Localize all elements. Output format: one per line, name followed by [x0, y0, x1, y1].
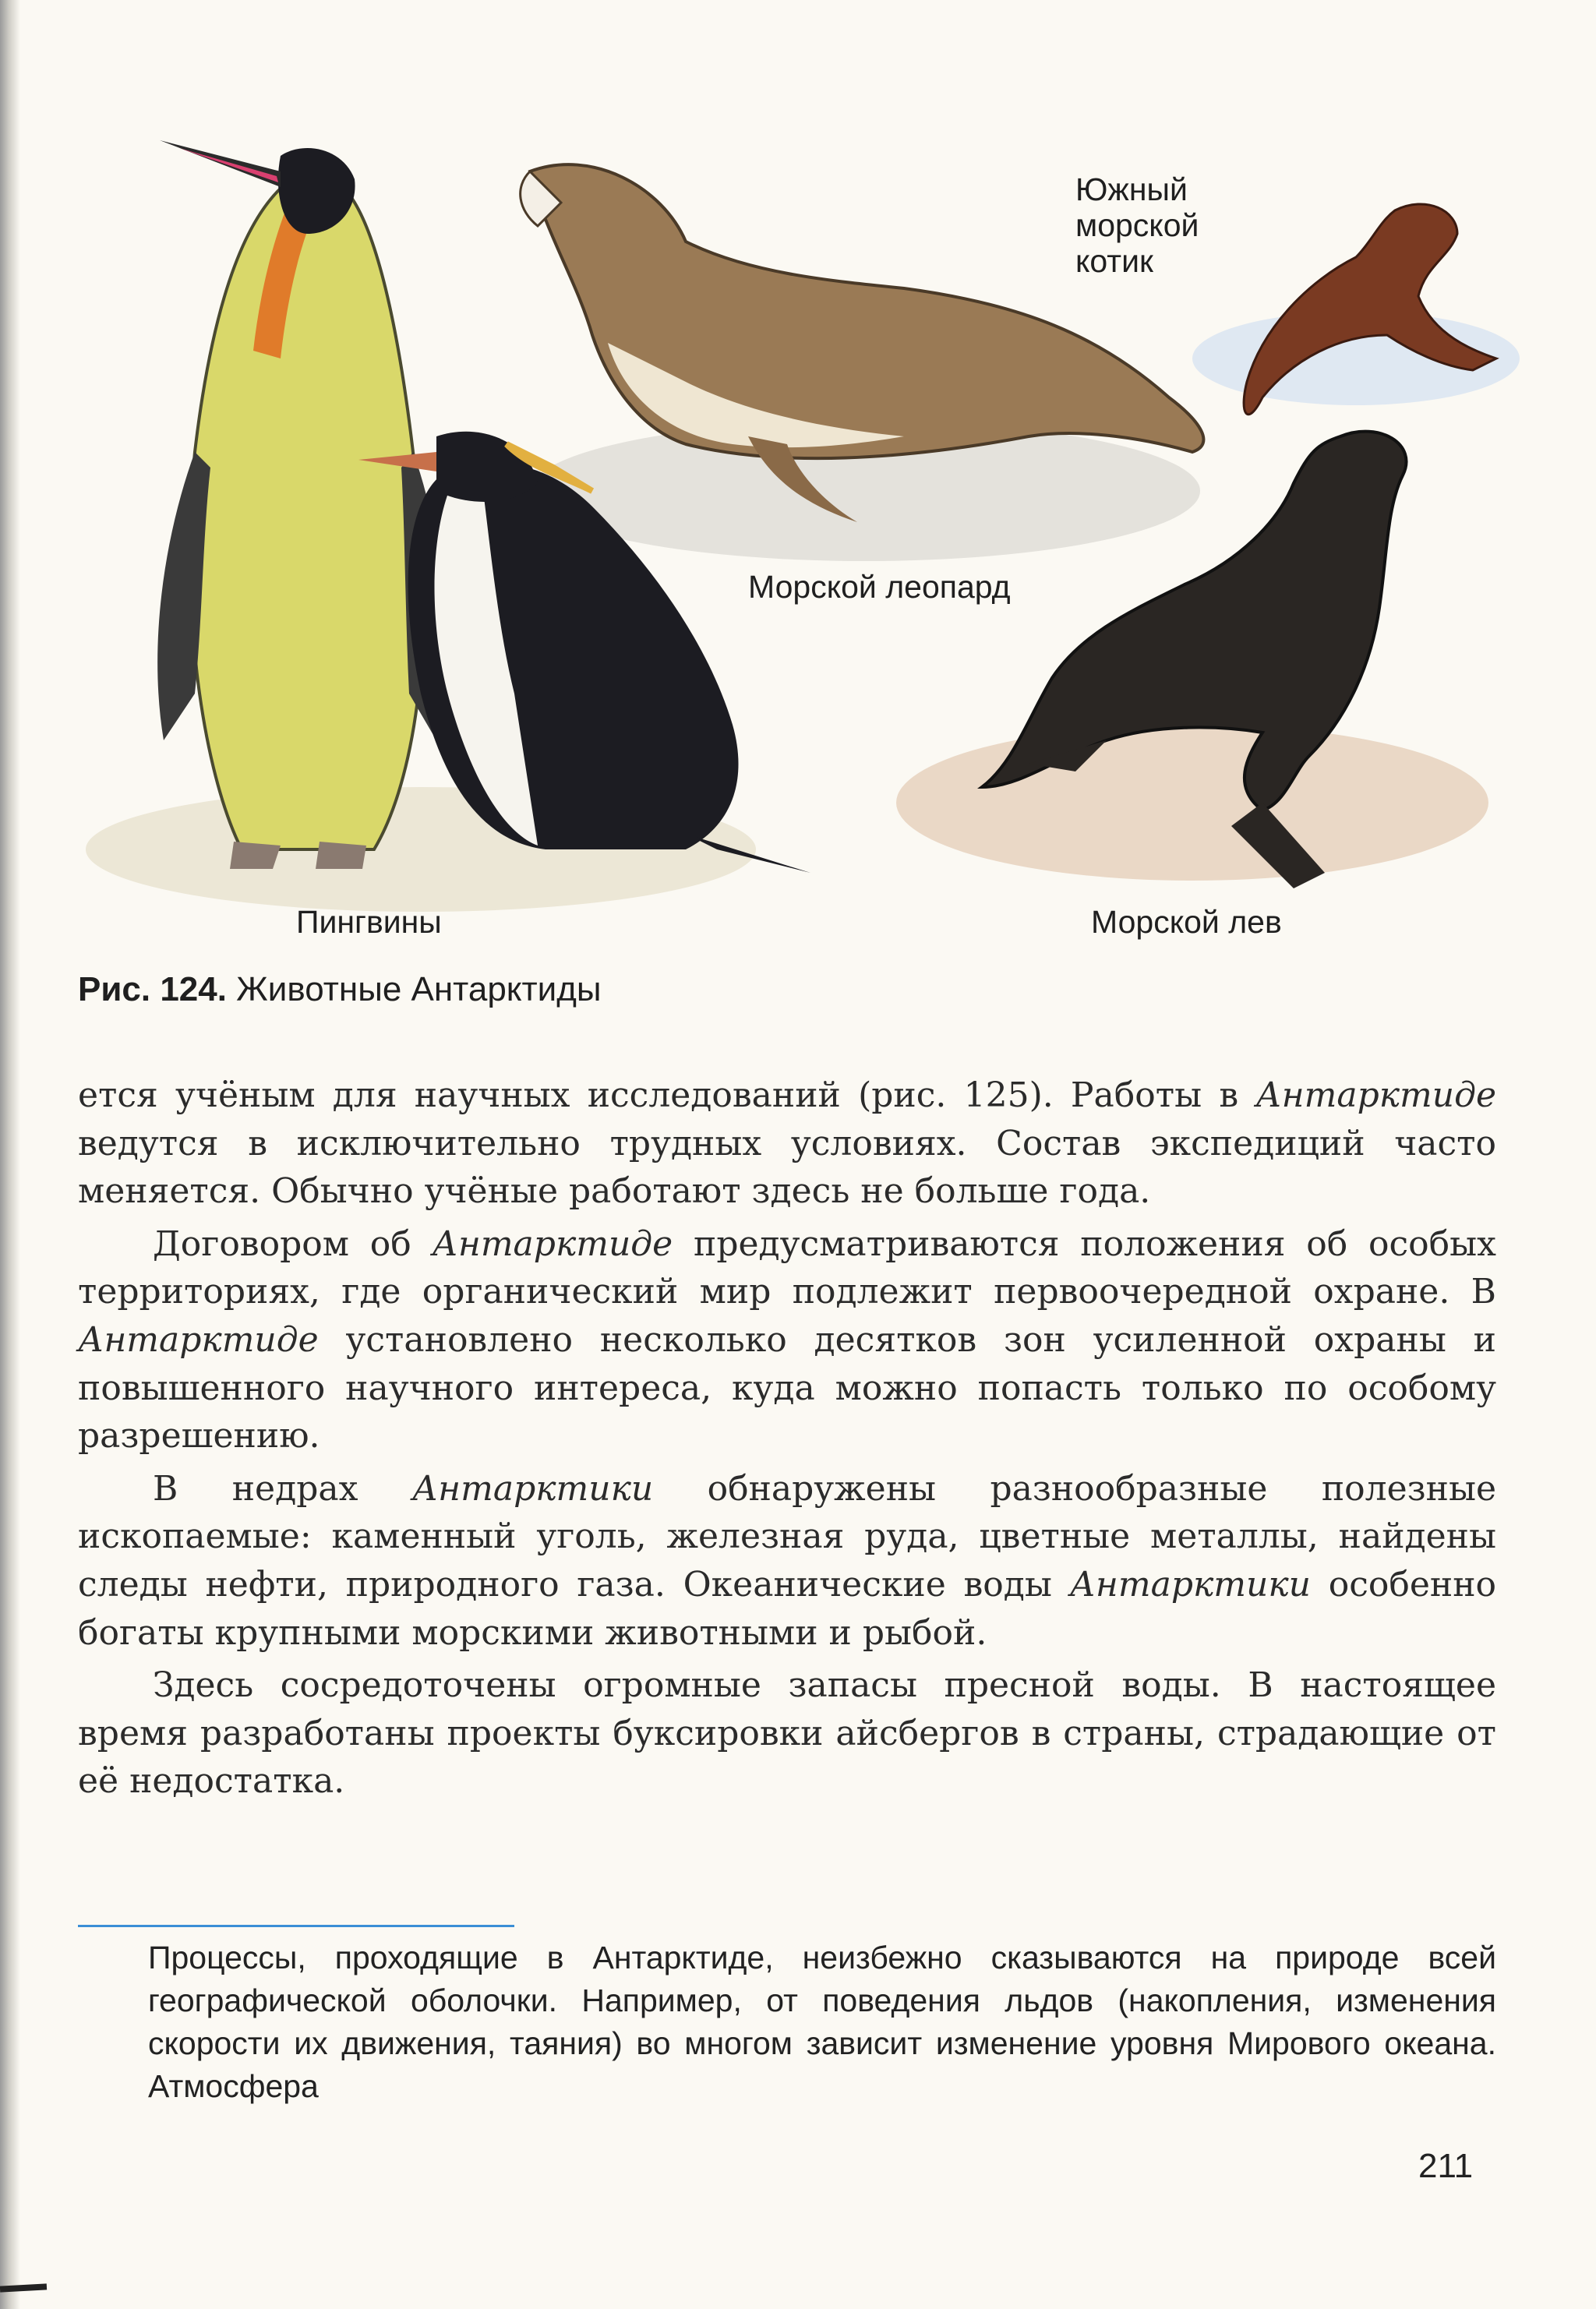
italic-term: Антарктиде [78, 1319, 319, 1360]
paragraph-4 [78, 1661, 1496, 1806]
text-run: Договором об [153, 1223, 433, 1264]
label-penguins: Пингвины [296, 904, 442, 940]
footnote-divider [78, 1925, 514, 1927]
label-fur-seal: Южный морской котик [1075, 171, 1199, 279]
italic-term: Антарктики [411, 1468, 654, 1509]
book-gutter-shadow [0, 0, 20, 2309]
label-leopard-seal: Морской леопард [748, 569, 1011, 605]
text-run: Здесь сосредоточены огромные запасы пресной воды. В настоящее время разработаны проекты буксировки айсбергов в страны, страдающие от её недостатка. [78, 1665, 1496, 1802]
figure-caption-text: Животные Антарктиды [226, 970, 602, 1008]
text-run: обнаружены разнообразные полезные ископаемые: каменный уголь, железная руда, цветные металлы, найдены следы нефти, природного газа. Океанические воды [78, 1468, 1497, 1605]
page-number: 211 [1418, 2147, 1474, 2185]
animals-illustration [47, 101, 1527, 990]
italic-term: Антарктиде [432, 1223, 673, 1264]
text-run: особенно богаты крупными морскими животными и рыбой. [78, 1564, 1497, 1653]
text-run: В недрах [153, 1468, 412, 1509]
paragraph-3 [78, 1465, 1496, 1657]
italic-term: Антарктиде [1255, 1075, 1496, 1115]
text-run: ется учёным для научных исследований (рис. 125). Работы в [78, 1075, 1256, 1115]
main-text [78, 1072, 1496, 1806]
lion-ground [896, 725, 1488, 881]
animals-drawing [47, 101, 1527, 990]
text-run: предусматриваются положения об особых территориях, где органический мир подлежит первоочередной охране. В [78, 1223, 1496, 1312]
text-run: установлено несколько десятков зон усиленной охраны и повышенного научного интереса, куда можно попасть только по особому разрешению. [78, 1319, 1496, 1456]
text-run: ведутся в исключительно трудных условиях. Состав экспедиций часто меняется. Обычно учёные работают здесь не больше года. [78, 1123, 1496, 1212]
paragraph-2 [78, 1220, 1496, 1460]
emperor-penguin-shape [157, 140, 444, 869]
figure-caption-number: Рис. 124. [78, 970, 227, 1008]
paragraph-1 [78, 1072, 1496, 1216]
figure-caption [78, 970, 602, 1009]
side-note: Процессы, проходящие в Антарктиде, неизбежно сказываются на природе всей географической оболочки. Например, от поведения льдов (накопления, изменения скорости их движения, таяния) во многом зависит изменение уровня Мирового океана. Атмосфера [148, 1940, 1496, 2104]
label-sea-lion: Морской лев [1091, 904, 1282, 940]
scan-corner-mark [0, 2283, 47, 2292]
italic-term: Антарктики [1069, 1564, 1311, 1605]
